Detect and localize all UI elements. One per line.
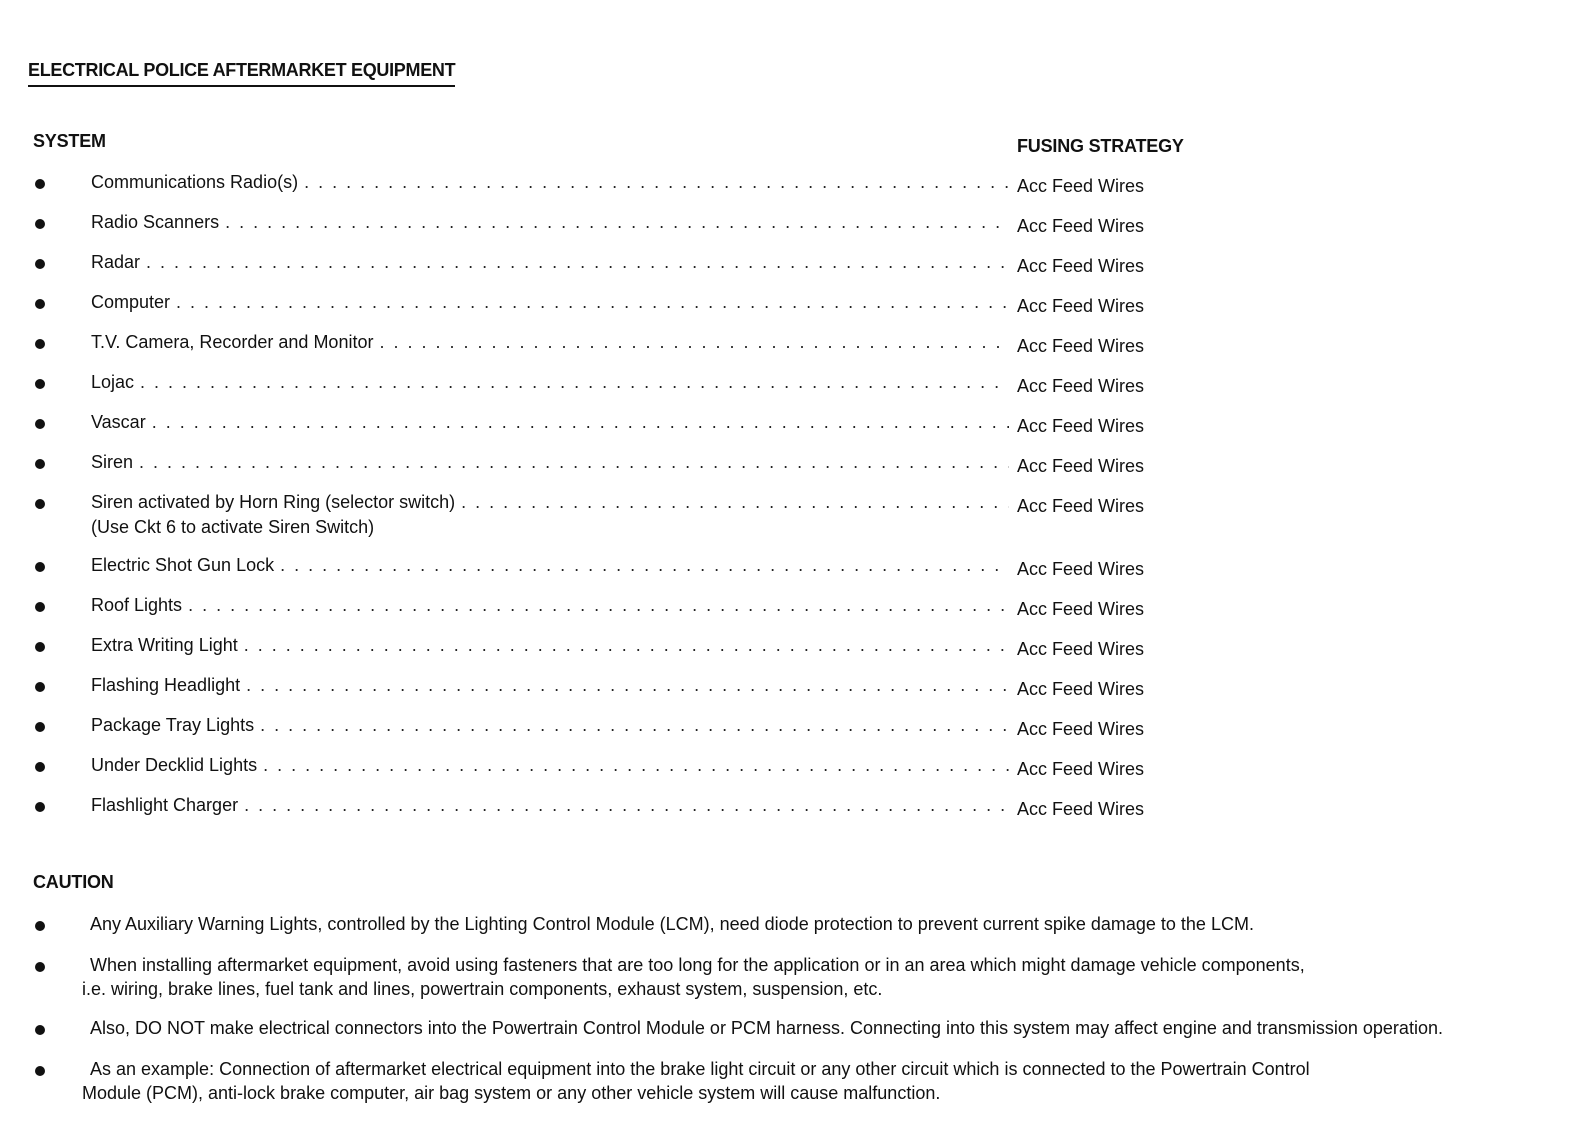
equipment-row: [0, 715, 1580, 741]
equipment-row: [0, 492, 1580, 542]
equipment-row: [0, 252, 1580, 278]
equipment-row: [0, 595, 1580, 621]
bullet-icon: [35, 921, 45, 931]
bullet-icon: [35, 179, 45, 189]
caution-text: Any Auxiliary Warning Lights, controlled by the Lighting Control Module (LCM), need diode protection to prevent current spike damage to the LCM.: [90, 914, 1254, 934]
dot-leader: [280, 555, 1009, 576]
equipment-row: [0, 212, 1580, 238]
equipment-name: Extra Writing Light: [91, 635, 238, 655]
fusing-strategy: Acc Feed Wires: [1017, 496, 1145, 516]
caution-text: As an example: Connection of aftermarket electrical equipment into the brake light circuit or any other circuit which is connected to the Powertrain Control: [90, 1059, 1310, 1079]
fusing-strategy: Acc Feed Wires: [1017, 296, 1145, 316]
equipment-note: (Use Ckt 6 to activate Siren Switch): [91, 517, 375, 537]
dot-leader: [244, 795, 1009, 816]
fusing-strategy: Acc Feed Wires: [1017, 679, 1145, 699]
equipment-name: Flashlight Charger: [91, 795, 239, 815]
bullet-icon: [35, 379, 45, 389]
equipment-name: Lojac: [91, 372, 135, 392]
equipment-name: Siren activated by Horn Ring (selector switch): [91, 492, 456, 512]
equipment-row: [0, 635, 1580, 661]
equipment-name: Radio Scanners: [91, 212, 220, 232]
equipment-row: [0, 795, 1580, 821]
equipment-row: [0, 675, 1580, 701]
bullet-icon: [35, 602, 45, 612]
bullet-icon: [35, 682, 45, 692]
dot-leader: [379, 332, 1009, 353]
dot-leader: [246, 675, 1009, 696]
equipment-name: Vascar: [91, 412, 146, 432]
fusing-strategy: Acc Feed Wires: [1017, 376, 1145, 396]
equipment-row: [0, 755, 1580, 781]
fusing-strategy: Acc Feed Wires: [1017, 456, 1145, 476]
bullet-icon: [35, 419, 45, 429]
dot-leader: [244, 635, 1009, 656]
equipment-row: [0, 332, 1580, 358]
fusing-strategy: Acc Feed Wires: [1017, 176, 1145, 196]
fusing-strategy-column-header: FUSING STRATEGY: [1017, 136, 1184, 156]
equipment-name: Electric Shot Gun Lock: [91, 555, 275, 575]
bullet-icon: [35, 459, 45, 469]
system-column-header: SYSTEM: [33, 131, 106, 151]
bullet-icon: [35, 802, 45, 812]
dot-leader: [176, 292, 1009, 313]
equipment-name: Communications Radio(s): [91, 172, 299, 192]
equipment-name: Radar: [91, 252, 141, 272]
equipment-name: Computer: [91, 292, 171, 312]
caution-text: Also, DO NOT make electrical connectors into the Powertrain Control Module or PCM harness. Connecting into this system may affect engine and transmission operation.: [90, 1018, 1443, 1038]
equipment-row: [0, 172, 1580, 198]
dot-leader: [461, 492, 1009, 513]
bullet-icon: [35, 339, 45, 349]
bullet-icon: [35, 259, 45, 269]
caution-text: When installing aftermarket equipment, avoid using fasteners that are too long for the application or in an area which might damage vehicle components,: [90, 955, 1305, 975]
fusing-strategy: Acc Feed Wires: [1017, 216, 1145, 236]
dot-leader: [139, 452, 1009, 473]
bullet-icon: [35, 299, 45, 309]
equipment-name: Flashing Headlight: [91, 675, 241, 695]
equipment-row: [0, 555, 1580, 581]
bullet-icon: [35, 562, 45, 572]
bullet-icon: [35, 722, 45, 732]
bullet-icon: [35, 219, 45, 229]
fusing-strategy: Acc Feed Wires: [1017, 559, 1145, 579]
bullet-icon: [35, 762, 45, 772]
fusing-strategy: Acc Feed Wires: [1017, 719, 1145, 739]
dot-leader: [152, 412, 1009, 433]
equipment-name: Siren: [91, 452, 134, 472]
bullet-icon: [35, 642, 45, 652]
dot-leader: [225, 212, 1009, 233]
dot-leader: [146, 252, 1009, 273]
equipment-name: T.V. Camera, Recorder and Monitor: [91, 332, 374, 352]
fusing-strategy: Acc Feed Wires: [1017, 599, 1145, 619]
equipment-row: [0, 412, 1580, 438]
caution-heading: CAUTION: [33, 872, 114, 892]
caution-text-continued: i.e. wiring, brake lines, fuel tank and lines, powertrain components, exhaust system, suspension, etc.: [82, 979, 883, 999]
fusing-strategy: Acc Feed Wires: [1017, 256, 1145, 276]
fusing-strategy: Acc Feed Wires: [1017, 336, 1145, 356]
fusing-strategy: Acc Feed Wires: [1017, 799, 1145, 819]
fusing-strategy: Acc Feed Wires: [1017, 416, 1145, 436]
equipment-row: [0, 452, 1580, 478]
dot-leader: [304, 172, 1009, 193]
equipment-name: Package Tray Lights: [91, 715, 255, 735]
bullet-icon: [35, 499, 45, 509]
bullet-icon: [35, 1025, 45, 1035]
equipment-row: [0, 372, 1580, 398]
page-title: ELECTRICAL POLICE AFTERMARKET EQUIPMENT: [28, 60, 455, 87]
fusing-strategy: Acc Feed Wires: [1017, 759, 1145, 779]
dot-leader: [140, 372, 1009, 393]
bullet-icon: [35, 1066, 45, 1076]
fusing-strategy: Acc Feed Wires: [1017, 639, 1145, 659]
equipment-name: Under Decklid Lights: [91, 755, 258, 775]
dot-leader: [188, 595, 1009, 616]
bullet-icon: [35, 962, 45, 972]
caution-text-continued: Module (PCM), anti-lock brake computer, air bag system or any other vehicle system will cause malfunction.: [82, 1083, 941, 1103]
equipment-name: Roof Lights: [91, 595, 183, 615]
dot-leader: [263, 755, 1009, 776]
dot-leader: [260, 715, 1009, 736]
equipment-row: [0, 292, 1580, 318]
